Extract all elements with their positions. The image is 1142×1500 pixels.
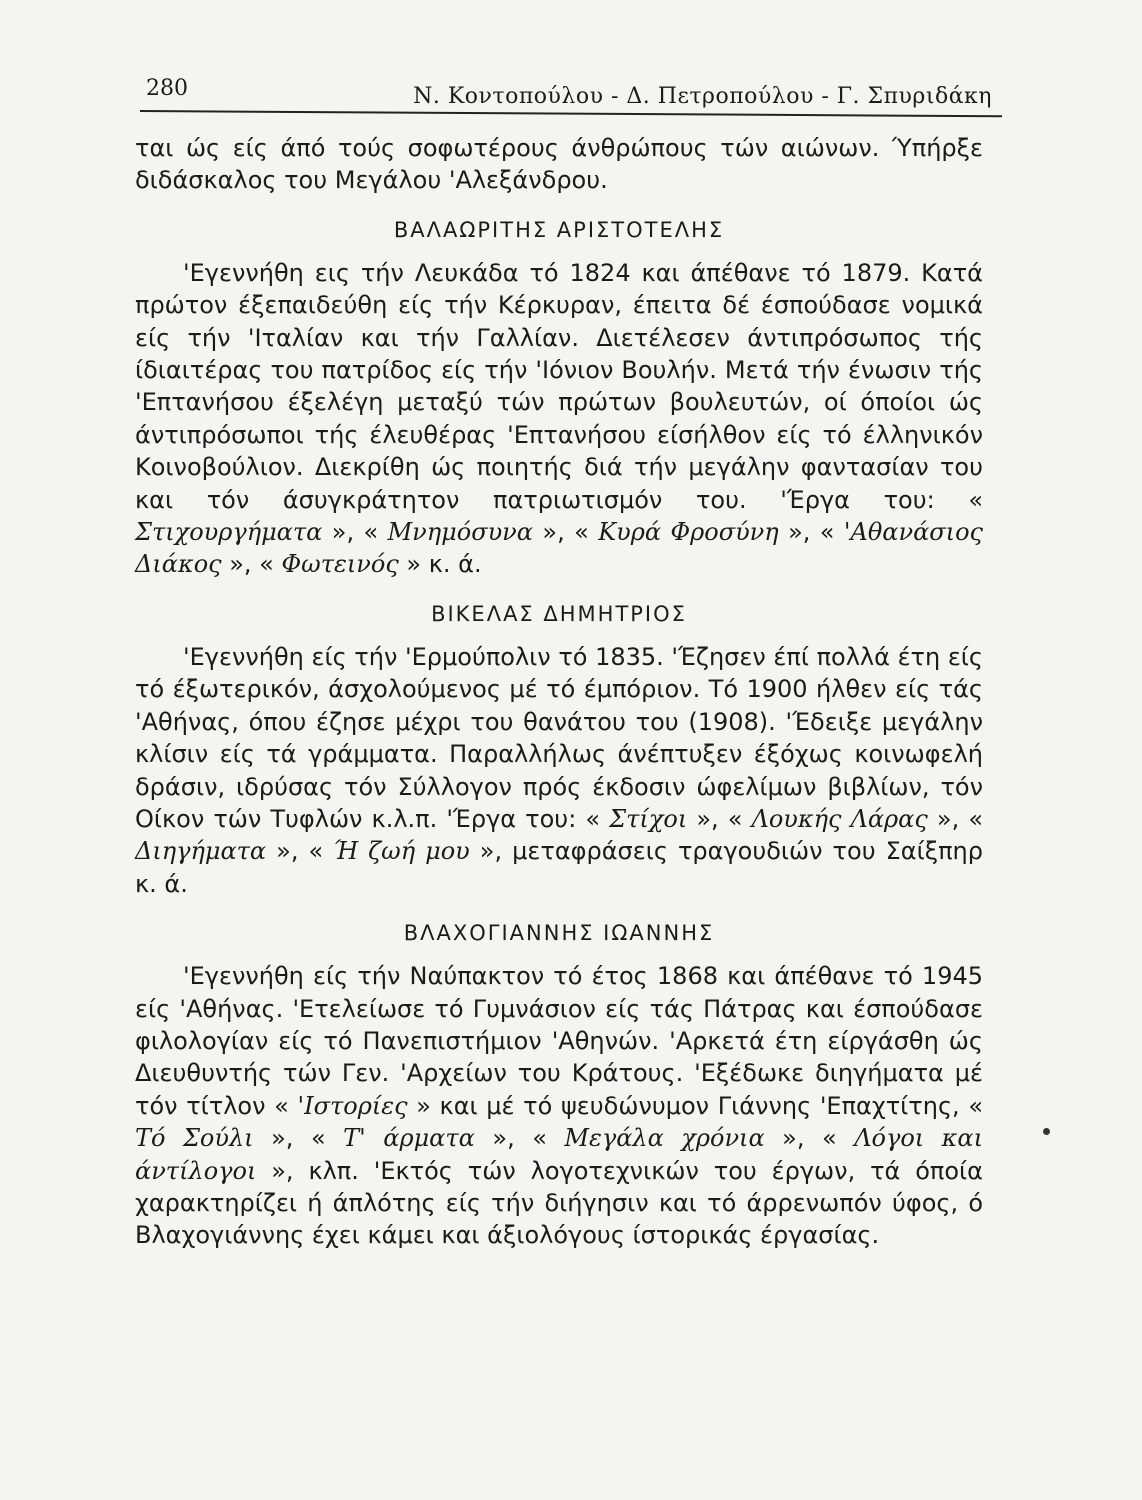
entry-heading: ΒΑΛΑΩΡΙΤΗΣ ΑΡΙΣΤΟΤΕΛΗΣ [393, 217, 725, 242]
paper-speck [1043, 1128, 1050, 1135]
work-title: Μεγάλα χρόνια [564, 1124, 765, 1153]
intro-paragraph: ται ώς είς άπό τούς σοφωτέρους άνθρώπους τών αιώνων. Ύπήρξε διδάσκαλος του Μεγάλου 'Αλεξάνδρου. [135, 134, 983, 195]
entry-text: 'Εγεννήθη εις τήν Λευκάδα τό 1824 και άπέθανε τό 1879. Κατά πρώτον έξεπαιδεύθη είς τήν Κέρκυραν, έπειτα δέ έσπούδασε νομικά είς τήν 'Ιταλίαν και τήν Γαλλίαν. Διετέλεσεν άντιπρόσωπος τής ίδιαιτέρας του πατρίδος είς τήν 'Ιόνιον Βουλήν. Μετά τήν ένωσιν τής 'Επτανήσου έξελέγη μεταξύ τών πρώτων βουλευτών, οί όποίοι ώς άντιπρόσωποι τής έλευθέρας 'Επτανήσου είσήλθον είς τό έλληνικόν Κοινοβούλιον. Διεκρίθη ώς ποιητής διά τήν μεγάλην φαντασίαν του και τόν άσυγκράτητον πατριωτισμόν του. 'Έργα του: [135, 258, 983, 514]
entry-text: 'Εγεννήθη είς τήν Ναύπακτον τό έτος 1868 και άπέθανε τό 1945 είς 'Αθήνας. 'Ετελείωσε τό Γυμνάσιον είς τάς Πάτρας και έσπούδασε φιλολογίαν είς τό Πανεπιστήμιον 'Αθηνών. 'Αρκετά έτη είργάσθη ώς Διευθυντής τών Γεν. 'Αρχείων του Κράτους. 'Εξέδωκε διηγήματα μέ τόν τίτλον [135, 962, 983, 1120]
entry-paragraph: 'Εγεννήθη είς τήν 'Ερμούπολιν τό 1835. 'Έζησεν έπί πολλά έτη είς τό έξωτερικόν, άσχολούμενος μέ τό έμπόριον. Τό 1900 ήλθεν είς τάς 'Αθήνας, όπου έζησε μέχρι του θανάτου του (1908). 'Έδειξε μεγάλην κλίσιν είς τά γράμματα. Παραλλήλως άνέπτυξεν έξόχως κοινωφελή δράσιν, ιδρύσας τόν Σύλλογον πρός έκδοσιν ώφελίμων βιβλίων, τόν Οίκον τών Τυφλών κ.λ.π. 'Έργα του: « Στίχοι », « Λουκής Λάρας », « Διηγήματα », « Ή ζωή μου », μεταφράσεις τραγουδιών του Σαίξπηρ κ. ά. [135, 642, 984, 898]
entry-paragraph: 'Εγεννήθη είς τήν Ναύπακτον τό έτος 1868 και άπέθανε τό 1945 είς 'Αθήνας. 'Ετελείωσε τό Γυμνάσιον είς τάς Πάτρας και έσπούδασε φιλολογίαν είς τό Πανεπιστήμιον 'Αθηνών. 'Αρκετά έτη είργάσθη ώς Διευθυντής τών Γεν. 'Αρχείων του Κράτους. 'Εξέδωκε διηγήματα μέ τόν τίτλον « 'Ιστορίες » και μέ τό ψευδώνυμον Γιάννης 'Επαχτίτης, « Τό Σούλι », « Τ' άρματα », « Μεγάλα χρόνια », « Λόγοι και άντίλογοι », κλπ. 'Εκτός τών λογοτεχνικών του έργων, τά όποία χαρακτηρίζει ή άπλότης είς τήν διήγησιν και τό άρρενωπόν ύφος, ό Βλαχογιάννης έχει κάμει και άξιολόγους ίστορικάς έργασίας. [135, 962, 984, 1250]
work-title: Διηγήματα [135, 837, 267, 866]
work-title: Τ' άρματα [343, 1124, 475, 1153]
entry-paragraph: 'Εγεννήθη εις τήν Λευκάδα τό 1824 και άπέθανε τό 1879. Κατά πρώτον έξεπαιδεύθη είς τήν Κέρκυραν, έπειτα δέ έσπούδασε νομικά είς τήν 'Ιταλίαν και τήν Γαλλίαν. Διετέλεσεν άντιπρόσωπος τής ίδιαιτέρας του πατρίδος είς τήν 'Ιόνιον Βουλήν. Μετά τήν ένωσιν τής 'Επτανήσου έξελέγη μεταξύ τών πρώτων βουλευτών, οί όποίοι ώς άντιπρόσωποι τής έλευθέρας 'Επτανήσου είσήλθον είς τό έλληνικόν Κοινοβούλιον. Διεκρίθη ώς ποιητής διά τήν μεγάλην φαντασίαν του και τόν άσυγκράτητον πατριωτισμόν του. 'Έργα του: « Στιχουργήματα », « Μνημόσυνα », « Κυρά Φροσύνη », « 'Αθανάσιος Διάκος », « Φωτεινός » κ. ά. [135, 258, 984, 579]
entry-vlachogiannis [135, 918, 983, 1252]
work-title: Φωτεινός [281, 550, 399, 579]
entry-text: 'Εγεννήθη είς τήν 'Ερμούπολιν τό 1835. 'Έζησεν έπί πολλά έτη είς τό έξωτερικόν, άσχολούμενος μέ τό έμπόριον. Τό 1900 ήλθεν είς τάς 'Αθήνας, όπου έζησε μέχρι του θανάτου του (1908). 'Έδειξε μεγάλην κλίσιν είς τά γράμματα. Παραλλήλως άνέπτυξεν έξόχως κοινωφελή δράσιν, ιδρύσας τόν Σύλλογον πρός έκδοσιν ώφελίμων βιβλίων, τόν Οίκον τών Τυφλών κ.λ.π. 'Έργα του: [135, 642, 984, 833]
work-title: Ή ζωή μου [333, 837, 470, 866]
entry-ending: μεταφράσεις τραγουδιών του Σαίξπηρ κ. ά. [135, 837, 983, 898]
page-header [140, 68, 1002, 120]
entry-heading: ΒΛΑΧΟΓΙΑΝΝΗΣ ΙΩΑΝΝΗΣ [403, 921, 715, 946]
work-title: Μνημόσυνα [387, 518, 533, 547]
work-title: Στίχοι [609, 804, 688, 833]
page-number: 280 [146, 76, 188, 101]
entry-ending: κλπ. 'Εκτός τών λογοτεχνικών του έργων, τά όποία χαρακτηρίζει ή άπλότης είς τήν διήγησιν και τό άρρενωπόν ύφος, ό Βλαχογιάννης έχει κάμει και άξιολόγους ίστορικάς έργασίας. [135, 1156, 983, 1250]
work-title: Στιχουργήματα [135, 518, 323, 547]
work-title: Τό Σούλι [135, 1124, 254, 1153]
running-head: Ν. Κοντοπούλου - Δ. Πετροπούλου - Γ. Σπυριδάκη [413, 84, 992, 109]
work-title: Λόγοι και άντίλογοι [135, 1124, 984, 1185]
work-title: 'Ιστορίες [297, 1091, 408, 1120]
work-title: Κυρά Φροσύνη [598, 518, 779, 547]
page-body [135, 132, 983, 1252]
entry-ending: κ. ά. [428, 550, 482, 579]
entry-vikelas [135, 599, 983, 900]
entry-middle: και μέ τό ψευδώνυμον Γιάννης 'Επαχτίτης, [439, 1091, 960, 1120]
work-title: 'Αθανάσιος Διάκος [135, 518, 983, 579]
header-rule [140, 110, 1002, 117]
entry-valaoritis [135, 215, 983, 581]
entry-heading: ΒΙΚΕΛΑΣ ΔΗΜΗΤΡΙΟΣ [431, 601, 687, 626]
work-title: Λουκής Λάρας [751, 804, 928, 833]
